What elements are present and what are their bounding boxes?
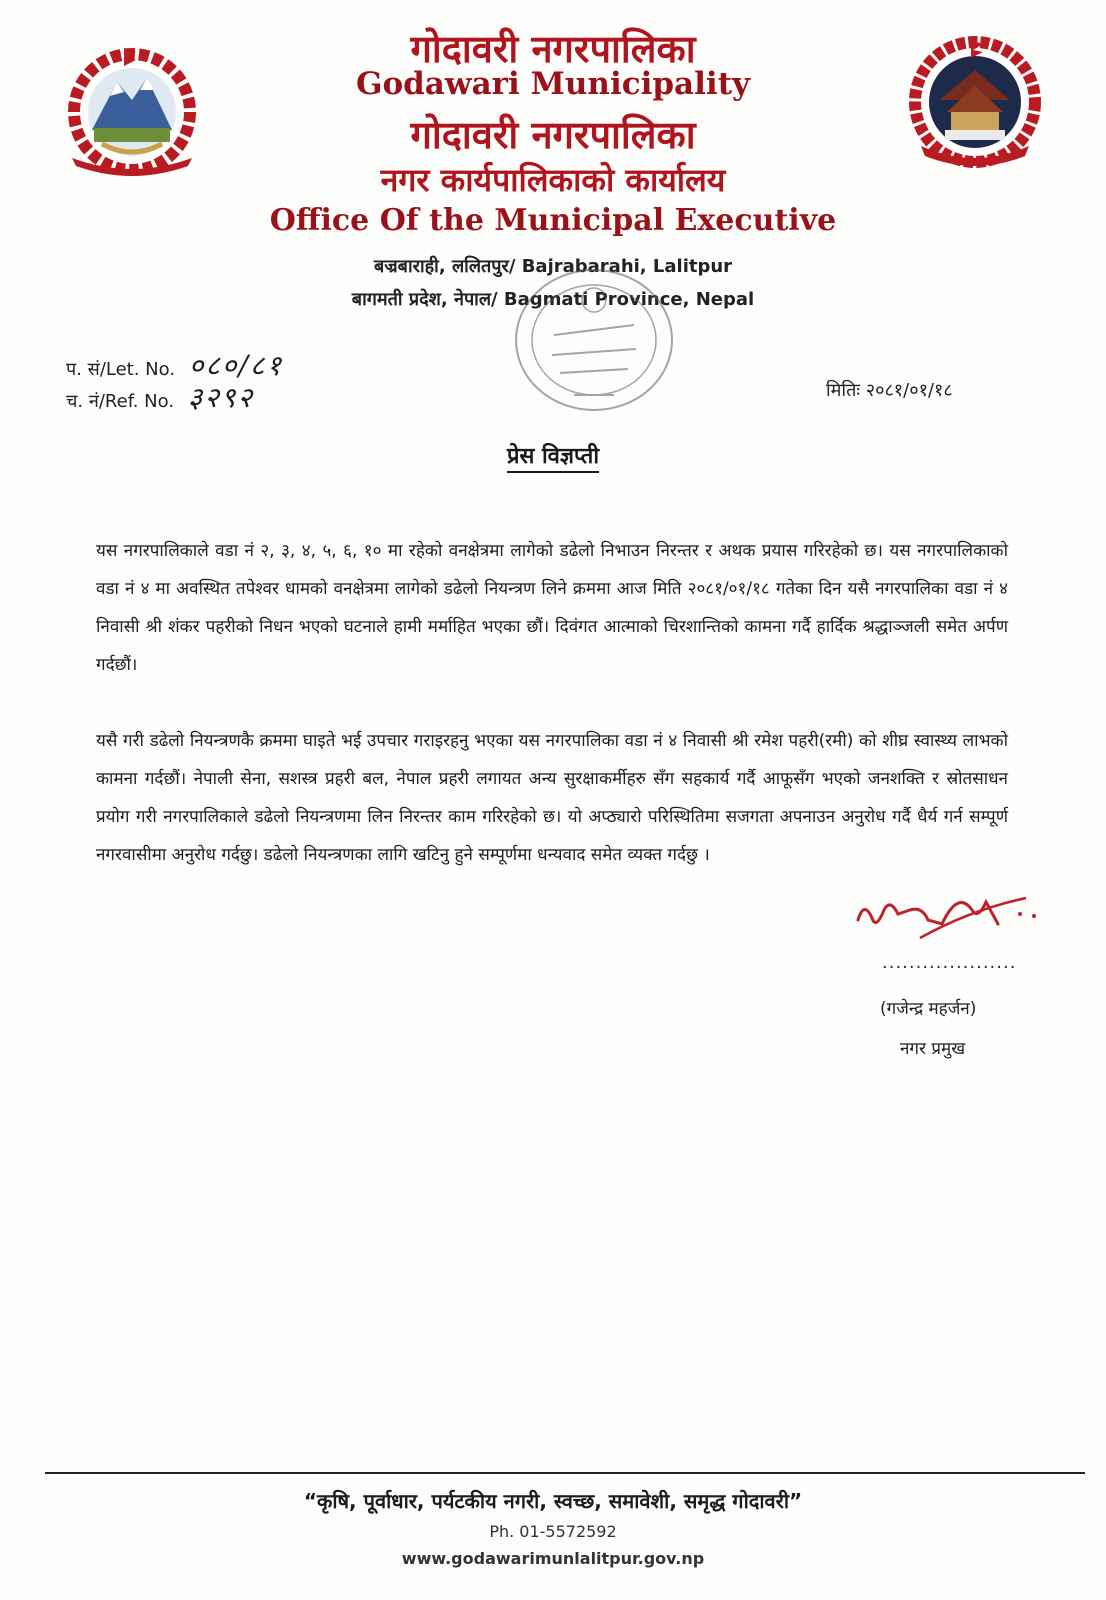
signatory-name: (गजेन्द्र महर्जन) (880, 999, 977, 1019)
footer-phone: Ph. 01-5572592 (489, 1522, 617, 1541)
reference-number-value: ३२९२ (187, 381, 255, 414)
municipality-name-english: Godawari Municipality (355, 66, 751, 102)
date-value: २०८१/०१/१८ (865, 380, 953, 401)
nepal-emblem-icon (62, 40, 202, 180)
document-title (0, 440, 1106, 470)
letter-number-value: ०८०/८१ (188, 349, 284, 382)
signature-icon (850, 880, 1050, 950)
signature-line: .................... (882, 952, 1017, 973)
office-stamp-icon (494, 245, 694, 425)
municipality-name-nepali: गोदावरी नगरपालिका (410, 27, 696, 71)
document-title-text: प्रेस विज्ञप्ती (507, 444, 599, 473)
footer-slogan: “कृषि, पूर्वाधार, पर्यटकीय नगरी, स्वच्छ, समावेशी, समृद्ध गोदावरी” (303, 1489, 803, 1513)
date-label: मितिः (826, 380, 860, 401)
reference-number (66, 378, 254, 416)
address-line-1: बज्रबाराही, ललितपुर/ Bajrabarahi, Lalitpur (373, 256, 733, 277)
letter-number-label: प. सं/Let. No. (66, 359, 176, 380)
body-paragraph-2: यसै गरी डढेलो नियन्त्रणकै क्रममा घाइते भई उपचार गराइरहनु भएका यस नगरपालिका वडा नं ४ निवासी श्री रमेश पहरी(रमी) को शीघ्र स्वास्थ्य लाभको कामना गर्दछौं। नेपाली सेना, सशस्त्र प्रहरी बल, नेपाल प्रहरी लगायत अन्य सुरक्षाकर्मीहरु सँग सहकार्य गर्दै आफूसँग भएको जनशक्ति र स्रोतसाधन प्रयोग गरी नगरपालिकाले डढेलो नियन्त्रणमा लिन निरन्तर काम गरिरहेको छ। यो अप्ठ्यारो परिस्थितिमा सजगता अपनाउन अनुरोध गर्दै धैर्य गर्न सम्पूर्ण नगरवासीमा अनुरोध गर्दछु। डढेलो नियन्त्रणका लागि खटिनु हुने सम्पूर्णमा धन्यवाद समेत व्यक्त गर्दछु । (96, 731, 1008, 865)
office-name-english: Office Of the Municipal Executive (269, 203, 837, 238)
godawari-municipality-logo-icon (905, 30, 1045, 170)
letter-date (826, 378, 953, 402)
office-name-nepali: नगर कार्यपालिकाको कार्यालय (380, 161, 726, 199)
footer-divider (45, 1472, 1085, 1474)
body-paragraph-1: यस नगरपालिकाले वडा नं २, ३, ४, ५, ६, १० मा रहेको वनक्षेत्रमा लागेको डढेलो निभाउन निरन्तर र अथक प्रयास गरिरहेको छ। यस नगरपालिकाको वडा नं ४ मा अवस्थित तपेश्वर धामको वनक्षेत्रमा लागेको डढेलो नियन्त्रण लिने क्रममा आज मिति २०८१/०१/१८ गतेका दिन यसै नगरपालिका वडा नं ४ निवासी श्री शंकर पहरीको निधन भएको घटनाले हामी मर्माहित भएका छौं। दिवंगत आत्माको चिरशान्तिको कामना गर्दै हार्दिक श्रद्धाञ्जली समेत अर्पण गर्दछौं। (96, 541, 1008, 675)
municipality-name-newari: गोदावरी नगरपालिका (410, 113, 696, 157)
reference-number-label: च. नं/Ref. No. (66, 391, 175, 412)
address-line-2: बागमती प्रदेश, नेपाल/ Bagmati Province, Nepal (351, 289, 755, 310)
footer-website: www.godawarimunlalitpur.gov.np (401, 1549, 705, 1568)
signatory-role: नगर प्रमुख (900, 1039, 966, 1059)
